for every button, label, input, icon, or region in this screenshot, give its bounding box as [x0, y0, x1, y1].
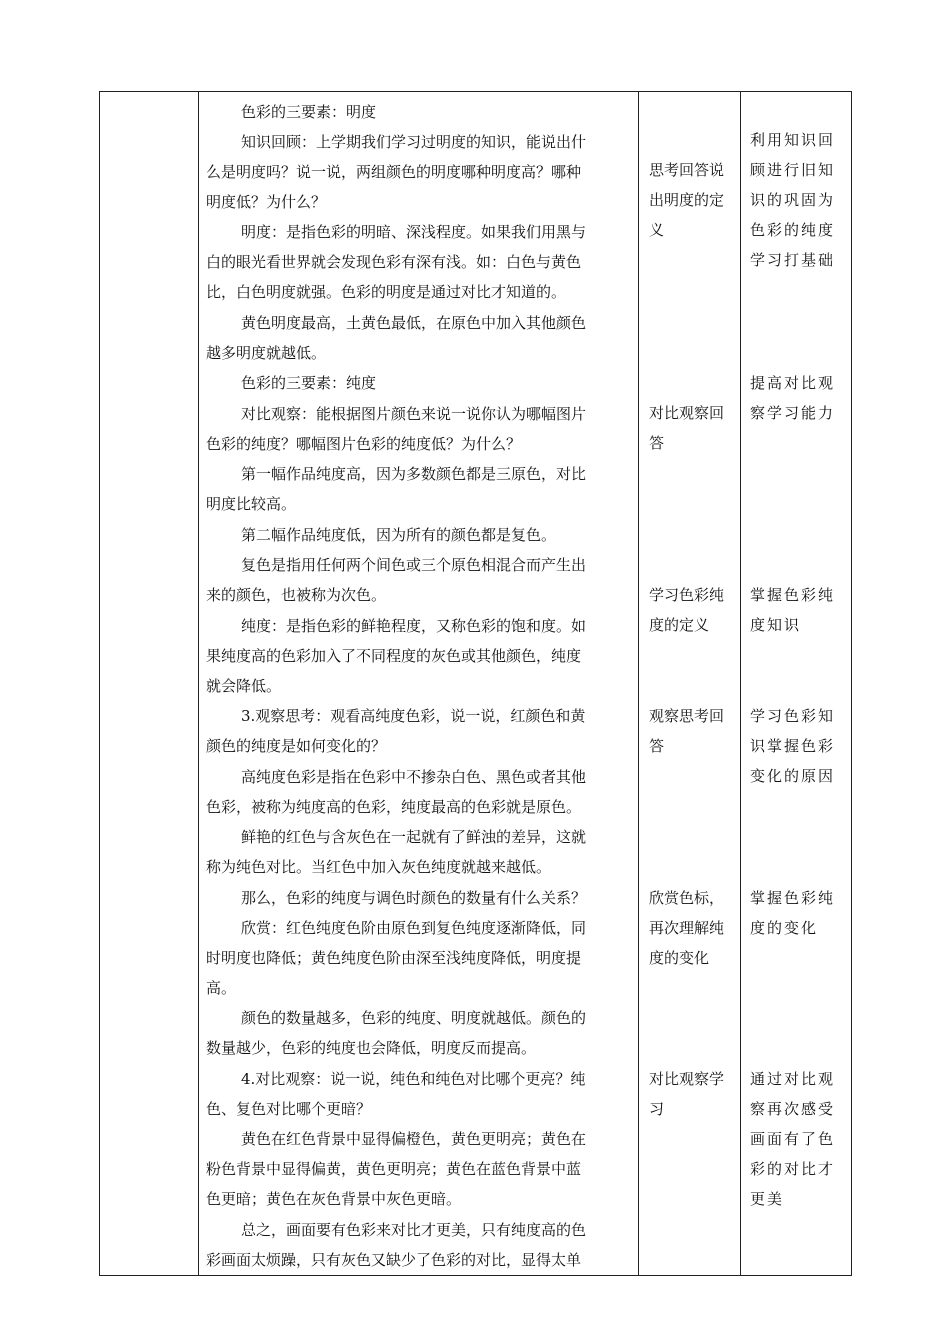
content-paragraph [206, 459, 586, 519]
activity-line: 再次理解纯 [649, 919, 725, 937]
intent-line: 掌握色彩纯 [750, 889, 836, 907]
intent-line: 彩的对比才 [750, 1160, 836, 1178]
column-divider [740, 92, 741, 1275]
activity-line: 对比观察回 [649, 404, 725, 422]
activity-line: 义 [649, 221, 665, 239]
intent-cell [750, 368, 835, 428]
activity-cell [649, 155, 724, 245]
activity-line: 出明度的定 [649, 191, 725, 209]
design-intent-column [742, 92, 851, 1275]
intent-line: 掌握色彩纯 [750, 586, 836, 604]
content-paragraph [206, 1215, 586, 1275]
paragraph-line: 颜色的纯度是如何变化的？ [206, 737, 387, 755]
paragraph-line: 比，白色明度就强。色彩的明度是通过对比才知道的。 [206, 283, 567, 301]
paragraph-line: 知识回顾：上学期我们学习过明度的知识，能说出什 [241, 133, 587, 151]
paragraph-line: 来的颜色，也被称为次色。 [206, 586, 387, 604]
intent-line: 度的变化 [750, 919, 819, 937]
activity-line: 习 [649, 1100, 665, 1118]
content-paragraph [206, 308, 586, 368]
activity-line: 对比观察学 [649, 1070, 725, 1088]
paragraph-line: 复色是指用任何两个间色或三个原色相混合而产生出 [241, 556, 587, 574]
activity-line: 欣赏色标， [649, 889, 725, 907]
intent-cell [750, 580, 835, 640]
activity-line: 度的定义 [649, 616, 710, 634]
paragraph-line: 第二幅作品纯度低，因为所有的颜色都是复色。 [241, 526, 557, 544]
paragraph-line: 3.观察思考：观看高纯度色彩，说一说，红颜色和黄 [241, 707, 586, 725]
paragraph-line: 色彩的纯度？哪幅图片色彩的纯度低？为什么？ [206, 435, 522, 453]
paragraph-line: 第一幅作品纯度高，因为多数颜色都是三原色，对比 [241, 465, 587, 483]
activity-line: 思考回答说 [649, 161, 725, 179]
paragraph-line: 数量越少，色彩的纯度也会降低，明度反而提高。 [206, 1039, 537, 1057]
intent-line: 识的巩固为 [750, 191, 836, 209]
paragraph-line: 称为纯色对比。当红色中加入灰色纯度就越来越低。 [206, 858, 552, 876]
content-paragraph [206, 550, 586, 610]
content-paragraph [241, 97, 376, 127]
paragraph-line: 彩画面太烦躁，只有灰色又缺少了色彩的对比，显得太单 [206, 1251, 582, 1269]
paragraph-line: 颜色的数量越多，色彩的纯度、明度就越低。颜色的 [241, 1009, 587, 1027]
column-divider [198, 92, 199, 1275]
paragraph-line: 果纯度高的色彩加入了不同程度的灰色或其他颜色，纯度 [206, 647, 582, 665]
content-paragraph [206, 762, 586, 822]
content-paragraph [206, 217, 586, 307]
content-paragraph [206, 127, 586, 217]
paragraph-line: 纯度：是指色彩的鲜艳程度，又称色彩的饱和度。如 [241, 617, 587, 635]
intent-line: 学习色彩知 [750, 707, 836, 725]
intent-line: 色彩的纯度 [750, 221, 836, 239]
paragraph-line: 高。 [206, 979, 237, 997]
content-paragraph [206, 1003, 586, 1063]
activity-cell [649, 883, 724, 973]
activity-cell [649, 1064, 724, 1124]
intent-line: 通过对比观 [750, 1070, 836, 1088]
paragraph-line: 时明度也降低；黄色纯度色阶由深至浅纯度降低，明度提 [206, 949, 582, 967]
intent-line: 察学习能力 [750, 404, 836, 422]
paragraph-line: 明度低？为什么？ [206, 193, 327, 211]
lesson-table [99, 91, 852, 1276]
paragraph-line: 色彩的三要素：纯度 [241, 374, 377, 392]
intent-line: 度知识 [750, 616, 802, 634]
intent-cell [750, 125, 835, 275]
activity-line: 答 [649, 737, 665, 755]
activity-cell [649, 398, 724, 458]
activity-cell [649, 701, 724, 761]
content-paragraph [206, 1124, 586, 1214]
intent-line: 学习打基础 [750, 251, 836, 269]
intent-cell [750, 883, 835, 943]
paragraph-line: 明度：是指色彩的明暗、深浅程度。如果我们用黑与 [241, 223, 587, 241]
intent-line: 提高对比观 [750, 374, 836, 392]
paragraph-line: 色彩的三要素：明度 [241, 103, 377, 121]
paragraph-line: 明度比较高。 [206, 495, 297, 513]
paragraph-line: 总之，画面要有色彩来对比才更美，只有纯度高的色 [241, 1221, 587, 1239]
activity-line: 答 [649, 434, 665, 452]
intent-line: 识掌握色彩 [750, 737, 836, 755]
content-paragraph [206, 399, 586, 459]
intent-line: 更美 [750, 1190, 785, 1208]
paragraph-line: 4.对比观察：说一说，纯色和纯色对比哪个更亮？纯 [241, 1070, 586, 1088]
intent-cell [750, 701, 835, 791]
content-paragraph [206, 611, 586, 701]
paragraph-line: 白的眼光看世界就会发现色彩有深有浅。如：白色与黄色 [206, 253, 582, 271]
intent-line: 察再次感受 [750, 1100, 836, 1118]
activity-cell [649, 580, 724, 640]
paragraph-line: 对比观察：能根据图片颜色来说一说你认为哪幅图片 [241, 405, 587, 423]
content-paragraph [206, 701, 585, 761]
intent-line: 画面有了色 [750, 1130, 836, 1148]
intent-cell [750, 1064, 835, 1214]
teaching-content-column [200, 92, 637, 1275]
activity-line: 度的变化 [649, 949, 710, 967]
paragraph-line: 粉色背景中显得偏黄，黄色更明亮；黄色在蓝色背景中蓝 [206, 1160, 582, 1178]
intent-line: 顾进行旧知 [750, 161, 836, 179]
content-paragraph [241, 368, 376, 398]
paragraph-line: 那么，色彩的纯度与调色时颜色的数量有什么关系？ [241, 889, 587, 907]
content-paragraph [241, 883, 586, 913]
paragraph-line: 就会降低。 [206, 677, 282, 695]
content-paragraph [241, 520, 556, 550]
intent-line: 利用知识回 [750, 131, 836, 149]
section-column [100, 92, 198, 1275]
paragraph-line: 越多明度就越低。 [206, 344, 327, 362]
activity-line: 学习色彩纯 [649, 586, 725, 604]
paragraph-line: 高纯度色彩是指在色彩中不掺杂白色、黑色或者其他 [241, 768, 587, 786]
content-paragraph [206, 822, 586, 882]
paragraph-line: 色彩，被称为纯度高的色彩，纯度最高的色彩就是原色。 [206, 798, 582, 816]
paragraph-line: 欣赏：红色纯度色阶由原色到复色纯度逐渐降低，同 [241, 919, 587, 937]
paragraph-line: 么是明度吗？说一说，两组颜色的明度哪种明度高？哪种 [206, 163, 582, 181]
paragraph-line: 色更暗；黄色在灰色背景中灰色更暗。 [206, 1190, 462, 1208]
content-paragraph [206, 913, 586, 1003]
paragraph-line: 黄色明度最高，土黄色最低，在原色中加入其他颜色 [241, 314, 587, 332]
paragraph-line: 鲜艳的红色与含灰色在一起就有了鲜浊的差异，这就 [241, 828, 587, 846]
paragraph-line: 色、复色对比哪个更暗？ [206, 1100, 372, 1118]
intent-line: 变化的原因 [750, 767, 836, 785]
student-activity-column [640, 92, 739, 1275]
activity-line: 观察思考回 [649, 707, 725, 725]
column-divider [638, 92, 639, 1275]
paragraph-line: 黄色在红色背景中显得偏橙色，黄色更明亮；黄色在 [241, 1130, 587, 1148]
content-paragraph [206, 1064, 585, 1124]
